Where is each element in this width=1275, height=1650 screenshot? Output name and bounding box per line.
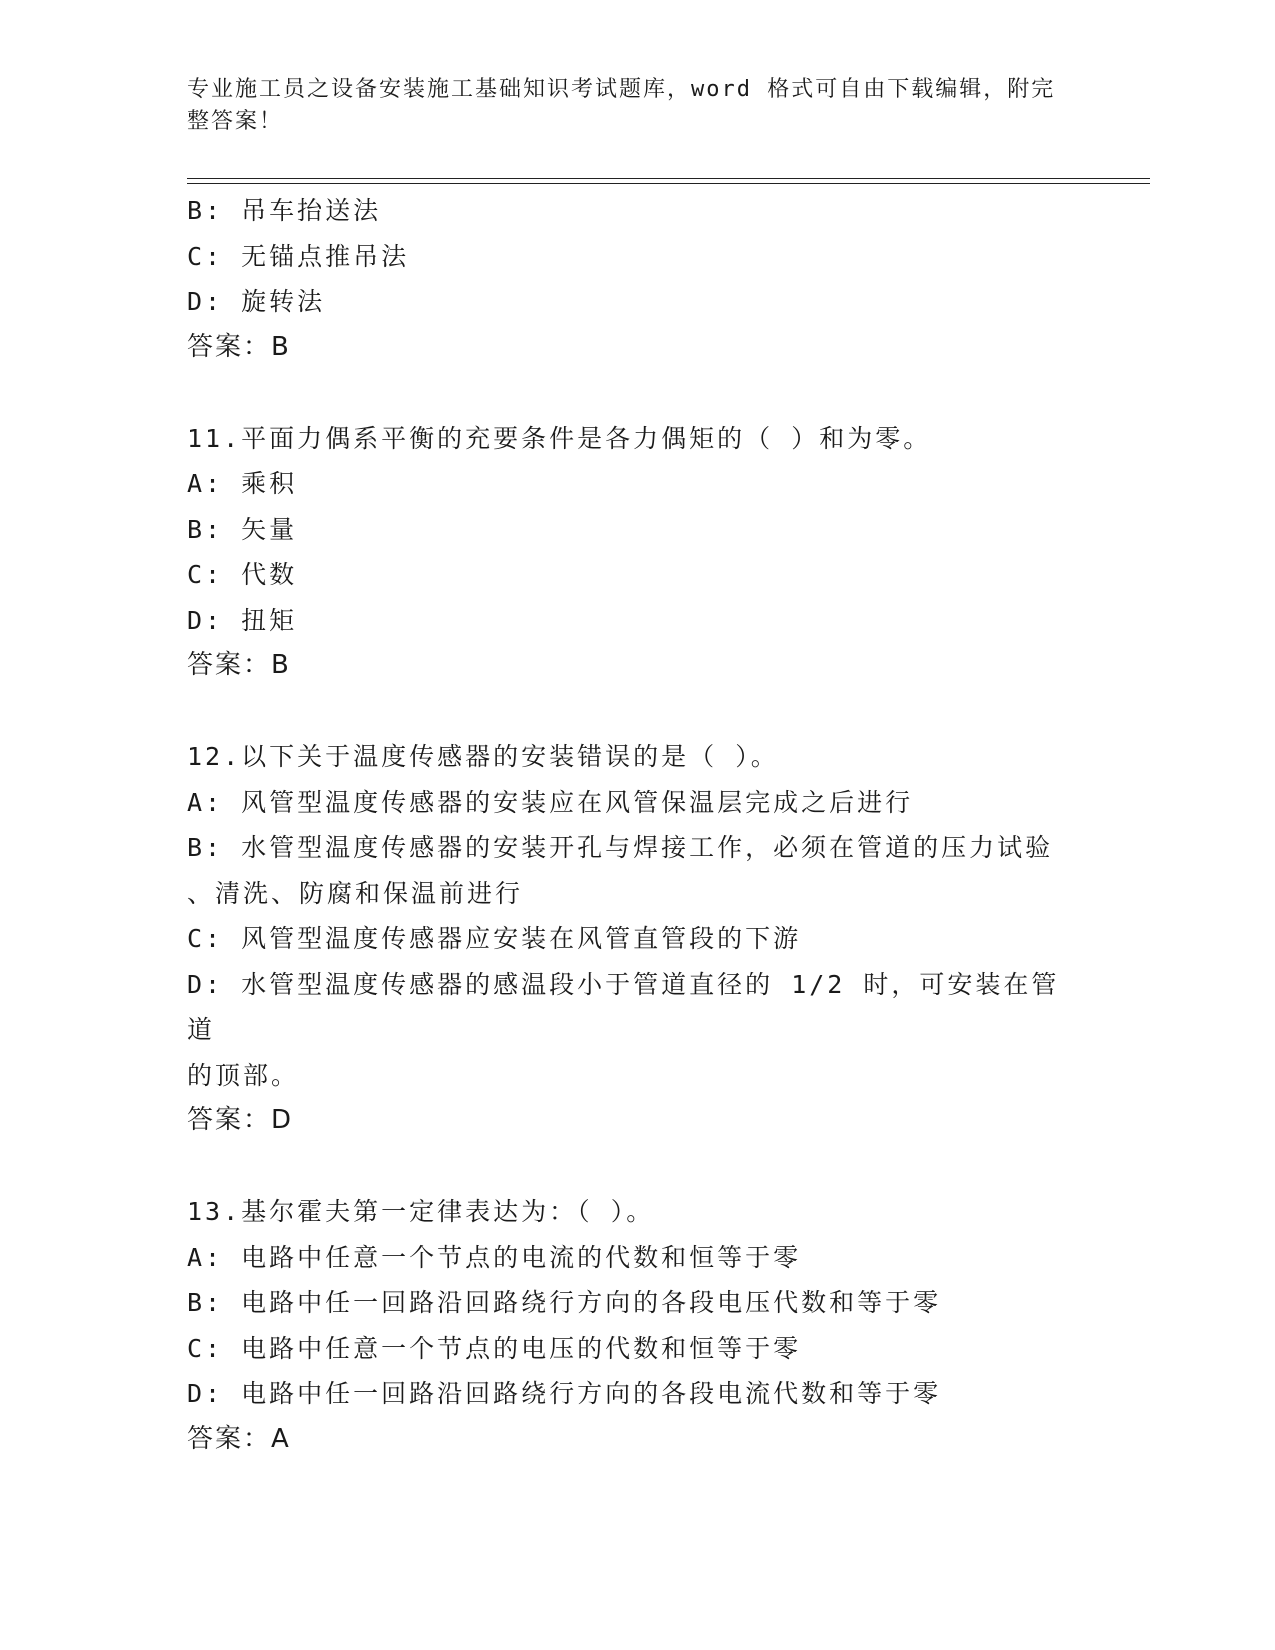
option-d: D: 电路中任一回路沿回路绕行方向的各段电流代数和等于零 [187,1379,942,1408]
spacer [187,689,1087,735]
option-c: C: 电路中任意一个节点的电压的代数和恒等于零 [187,1333,802,1363]
answer-line: 答案：B [187,650,291,680]
option-b: B: 水管型温度传感器的安装开孔与焊接工作，必须在管道的压力试验 [187,833,1054,862]
question-block-13 [187,1189,1087,1462]
option-a: A: 乘积 [187,469,298,498]
header-rule-bottom [187,183,1150,184]
question-block-12 [187,734,1087,1144]
option-a: A: 风管型温度传感器的安装应在风管保温层完成之后进行 [187,787,914,817]
question-block-partial [187,188,1087,370]
document-header: 专业施工员之设备安装施工基础知识考试题库，word 格式可自由下载编辑，附完整答案！ [187,77,1056,134]
option-c: C: 无锚点推吊法 [187,241,410,271]
header-rule-top [187,178,1150,179]
question-block-11 [187,416,1087,689]
option-d: D: 旋转法 [187,287,326,316]
spacer [187,370,1087,416]
answer-line: 答案：A [187,1423,291,1454]
option-b-continued: 、清洗、防腐和保温前进行 [187,878,524,908]
option-d: D: 扭矩 [187,605,298,635]
option-b: B: 吊车抬送法 [187,196,382,225]
option-c: C: 代数 [187,560,298,589]
document-body [187,188,1087,1462]
spacer [187,1144,1087,1190]
answer-line: 答案：B [187,331,291,362]
question-stem: 13.基尔霍夫第一定律表达为：（ ）。 [187,1197,655,1226]
answer-line: 答案：D [187,1105,294,1135]
option-b: B: 电路中任一回路沿回路绕行方向的各段电压代数和等于零 [187,1288,942,1317]
option-d-continued: 的顶部。 [187,1060,300,1090]
option-c: C: 风管型温度传感器应安装在风管直管段的下游 [187,924,802,953]
question-stem: 12.以下关于温度传感器的安装错误的是（ ）。 [187,742,779,771]
question-stem: 11.平面力偶系平衡的充要条件是各力偶矩的（ ）和为零。 [187,423,932,453]
option-b: B: 矢量 [187,514,298,544]
option-a: A: 电路中任意一个节点的电流的代数和恒等于零 [187,1242,802,1272]
option-d: D: 水管型温度传感器的感温段小于管道直径的 1/2 时，可安装在管道 [187,969,1060,1044]
